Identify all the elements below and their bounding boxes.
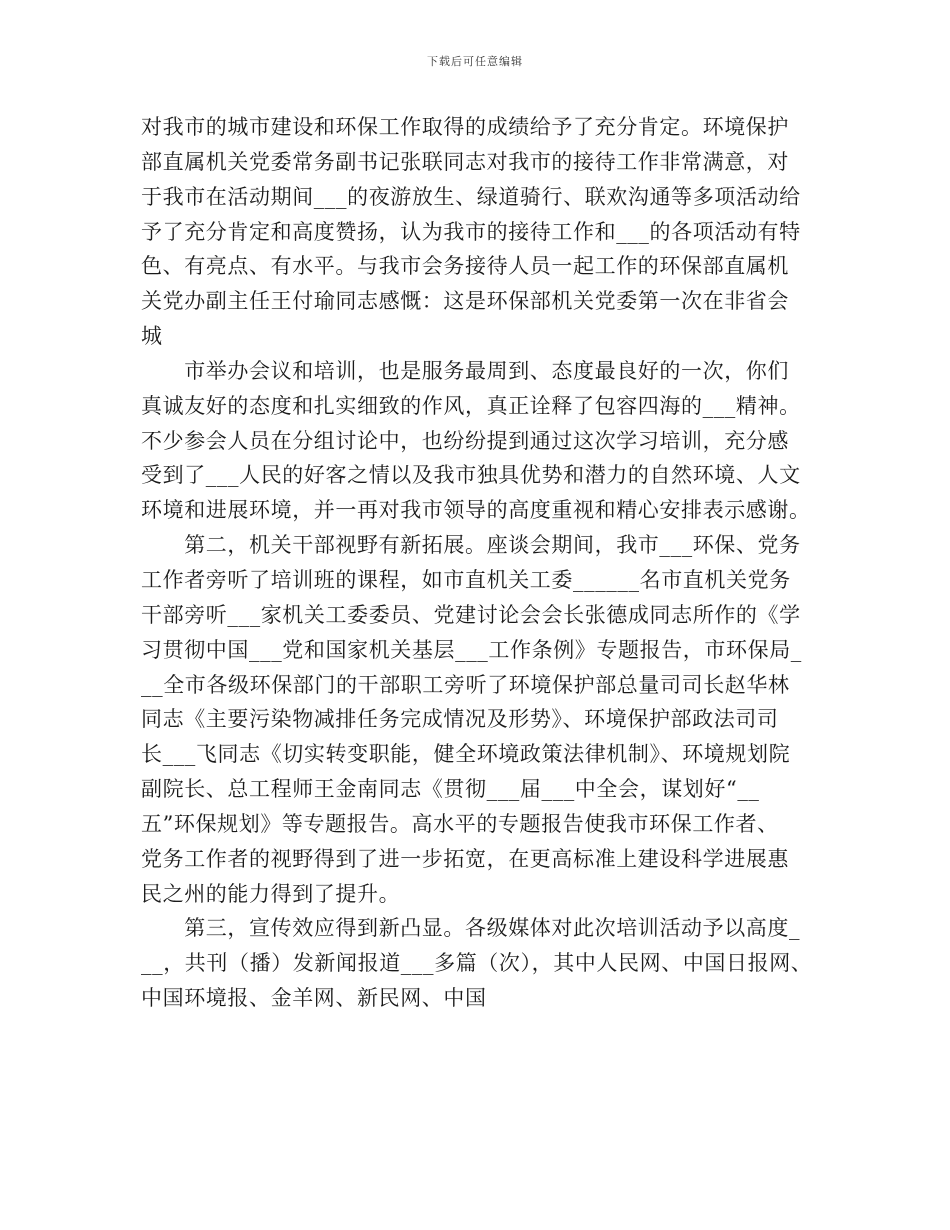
- text-line: 工作者旁听了培训班的课程，如市直机关工委______名市直机关党务: [141, 567, 791, 592]
- text-line: 五”环保规划》等专题报告。高水平的专题报告使我市环保工作者、: [141, 811, 779, 836]
- document-body: [141, 110, 821, 1016]
- text-line: 予了充分肯定和高度赞扬，认为我市的接待工作和___的各项活动有特: [141, 219, 801, 244]
- text-line: __，共刊（播）发新闻报道___多篇（次），其中人民网、中国日报网、: [141, 951, 813, 976]
- text-line: 长___飞同志《切实转变职能，健全环境政策法律机制》、环境规划院: [141, 742, 791, 767]
- text-line: 关党办副主任王付瑜同志感慨：这是环保部机关党委第一次在非省会: [141, 289, 789, 314]
- text-line: 党务工作者的视野得到了进一步拓宽，在更高标准上建设科学进展惠: [141, 846, 789, 871]
- text-line: 市举办会议和培训，也是服务最周到、态度最良好的一次，你们: [141, 358, 789, 383]
- text-line: 城: [141, 324, 163, 349]
- text-line: 中国环境报、金羊网、新民网、中国: [141, 986, 487, 1011]
- text-line: 干部旁听___家机关工委委员、党建讨论会会长张德成同志所作的《学: [141, 602, 801, 627]
- text-line: 民之州的能力得到了提升。: [141, 881, 401, 906]
- text-line: __全市各级环保部门的干部职工旁听了环境保护部总量司司长赵华林: [141, 672, 790, 697]
- page-header: 下载后可任意编辑: [427, 55, 523, 68]
- text-line: 对我市的城市建设和环保工作取得的成绩给予了充分肯定。环境保护: [141, 115, 789, 139]
- text-line: 环境和进展环境，并一再对我市领导的高度重视和精心安排表示感谢。: [141, 498, 811, 523]
- text-line: 受到了___人民的好客之情以及我市独具优势和潜力的自然环境、人文: [141, 463, 801, 488]
- text-line: 第二，机关干部视野有新拓展。座谈会期间，我市___环保、党务: [141, 533, 801, 558]
- text-line: 于我市在活动期间___的夜游放生、绿道骑行、联欢沟通等多项活动给: [141, 184, 801, 209]
- text-line: 副院长、总工程师王金南同志《贯彻___届___中全会，谋划好“__: [141, 777, 760, 802]
- text-line: 习贯彻中国___党和国家机关基层___工作条例》专题报告，市环保局_: [141, 637, 802, 662]
- text-line: 同志《主要污染物减排任务完成情况及形势》、环境保护部政法司司: [141, 707, 779, 732]
- text-line: 色、有亮点、有水平。与我市会务接待人员一起工作的环保部直属机: [141, 254, 789, 279]
- text-line: 部直属机关党委常务副书记张联同志对我市的接待工作非常满意，对: [141, 149, 789, 174]
- text-line: 真诚友好的态度和扎实细致的作风，真正诠释了包容四海的___精神。: [141, 393, 801, 418]
- text-line: 第三，宣传效应得到新凸显。各级媒体对此次培训活动予以高度_: [141, 916, 801, 941]
- text-line: 不少参会人员在分组讨论中，也纷纷提到通过这次学习培训，充分感: [141, 428, 789, 453]
